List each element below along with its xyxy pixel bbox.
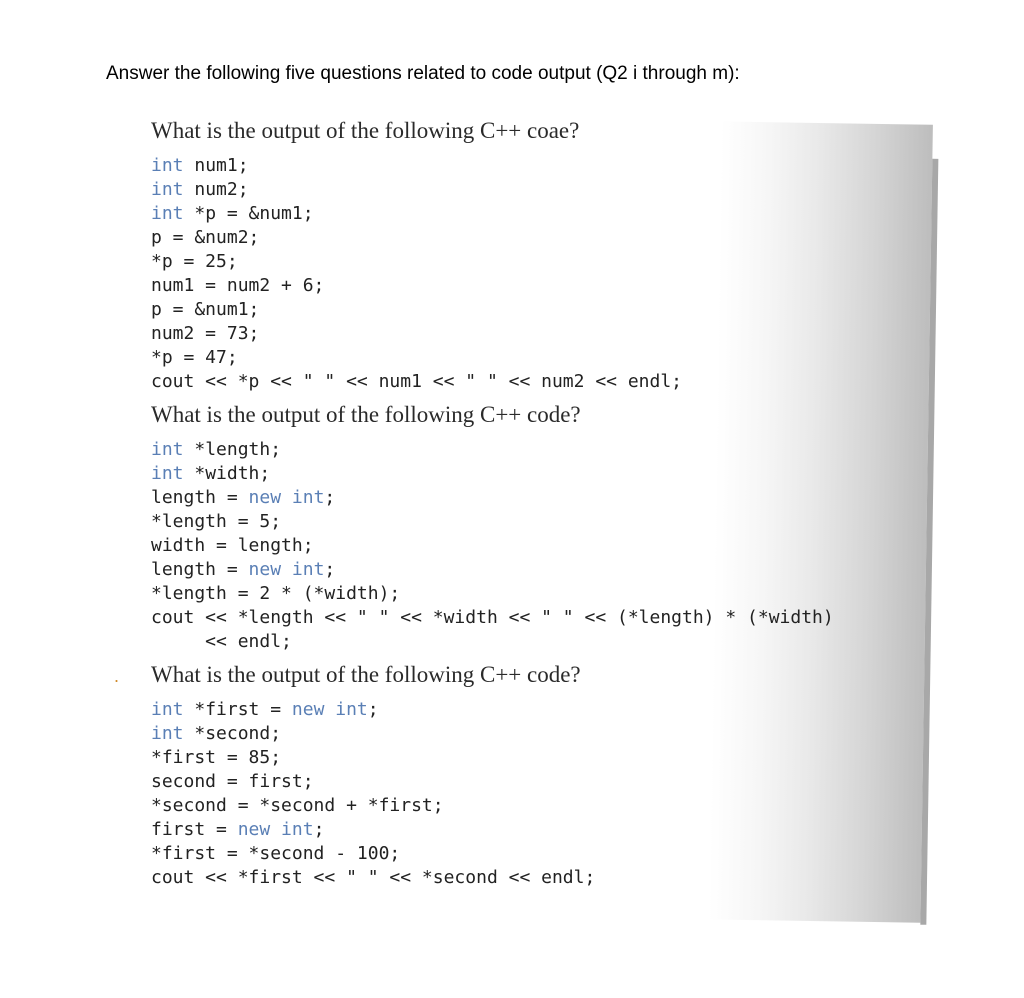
code-text: ;	[324, 487, 336, 508]
code-line	[151, 250, 682, 274]
code-keyword: int	[151, 463, 184, 484]
code-line	[151, 226, 682, 250]
code-line	[151, 794, 595, 818]
code-text: ;	[324, 559, 336, 580]
question-2-prompt: What is the output of the following C++ code?	[151, 402, 581, 427]
list-bullet: .	[114, 666, 120, 686]
code-line	[151, 722, 595, 746]
code-text: *length = 5;	[151, 511, 282, 532]
code-text: *first = 85;	[151, 747, 282, 768]
code-text: cout << *p << " " << num1 << " " << num2 << endl;	[151, 371, 683, 392]
code-text: *first =	[183, 699, 292, 720]
code-line	[151, 298, 682, 322]
code-line	[151, 534, 834, 558]
question-2-code	[151, 438, 834, 654]
code-text: *first = *second - 100;	[151, 843, 401, 864]
code-keyword: new int	[248, 559, 325, 580]
code-text: *length;	[183, 439, 282, 460]
code-keyword: int	[151, 179, 184, 200]
code-line	[151, 698, 595, 722]
question-1-prompt: What is the output of the following C++ coae?	[151, 118, 580, 143]
instruction-text: Answer the following five questions related to code output (Q2 i through m):	[106, 63, 740, 84]
code-text: num1;	[183, 155, 249, 176]
question-1-code	[151, 154, 682, 394]
code-text: num1 = num2 + 6;	[151, 275, 325, 296]
code-line	[151, 322, 682, 346]
code-line	[151, 486, 834, 510]
code-text: cout << *length << " " << *width << " " << (*length) * (*width)	[151, 607, 834, 628]
question-3-code	[151, 698, 595, 890]
code-line	[151, 274, 682, 298]
code-text: p = &num2;	[151, 227, 260, 248]
code-line	[151, 462, 834, 486]
code-line	[151, 178, 682, 202]
code-text: num2;	[183, 179, 249, 200]
code-line	[151, 770, 595, 794]
code-keyword: int	[151, 203, 184, 224]
code-text: first =	[151, 819, 238, 840]
code-text: cout << *first << " " << *second << endl;	[151, 867, 596, 888]
code-line	[151, 346, 682, 370]
code-line	[151, 370, 682, 394]
code-line	[151, 582, 834, 606]
code-text: p = &num1;	[151, 299, 260, 320]
code-line	[151, 438, 834, 462]
code-text: length =	[151, 487, 249, 508]
code-keyword: int	[151, 723, 184, 744]
code-line	[151, 842, 595, 866]
code-text: *p = 25;	[151, 251, 238, 272]
code-text: *p = &num1;	[183, 203, 314, 224]
code-keyword: int	[151, 699, 184, 720]
code-line	[151, 866, 595, 890]
code-text: num2 = 73;	[151, 323, 260, 344]
code-line	[151, 154, 682, 178]
code-text: *second = *second + *first;	[151, 795, 444, 816]
code-text: width = length;	[151, 535, 314, 556]
code-text: *p = 47;	[151, 347, 238, 368]
code-keyword: new int	[237, 819, 314, 840]
code-line	[151, 606, 834, 630]
code-line	[151, 202, 682, 226]
page-edge-shadow	[920, 159, 938, 925]
code-line	[151, 510, 834, 534]
code-line	[151, 558, 834, 582]
code-keyword: new int	[248, 487, 325, 508]
code-keyword: int	[151, 439, 184, 460]
code-line	[151, 746, 595, 770]
code-text: second = first;	[151, 771, 314, 792]
code-text: length =	[151, 559, 249, 580]
code-line	[151, 818, 595, 842]
code-keyword: int	[151, 155, 184, 176]
question-3-prompt: What is the output of the following C++ code?	[151, 662, 581, 687]
code-text: *length = 2 * (*width);	[151, 583, 401, 604]
code-text: ;	[313, 819, 325, 840]
code-keyword: new int	[291, 699, 368, 720]
code-text: *width;	[183, 463, 271, 484]
code-line	[151, 630, 834, 654]
code-text: << endl;	[151, 631, 292, 652]
code-text: ;	[367, 699, 379, 720]
code-text: *second;	[183, 723, 282, 744]
